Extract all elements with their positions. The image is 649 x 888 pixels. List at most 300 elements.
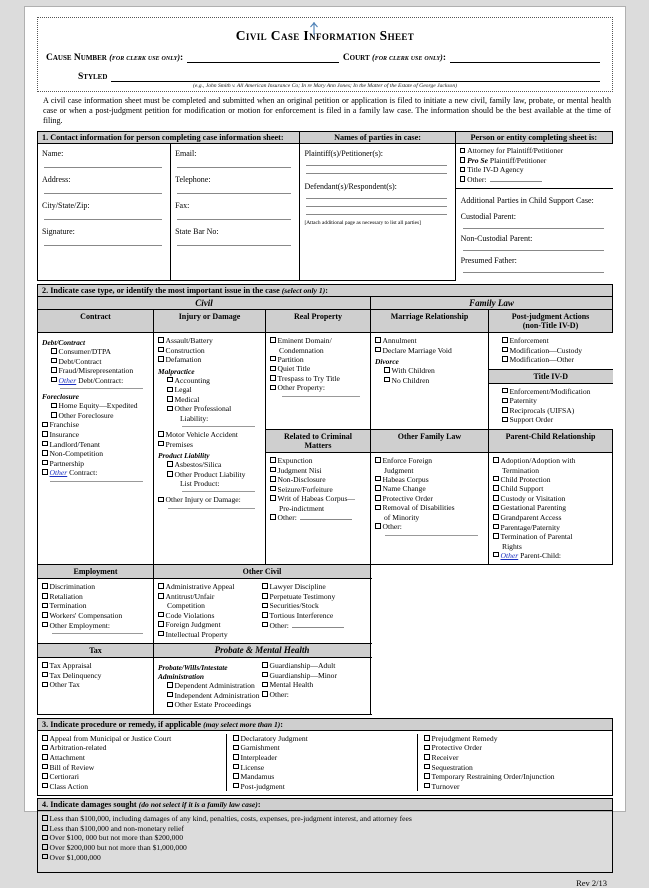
checkbox-trespass-to-try-title[interactable]: Trespass to Try Title	[270, 374, 366, 384]
checkbox-damages-200k-1m[interactable]: Over $200,000 but not more than $1,000,000	[42, 843, 608, 853]
checkbox-icon[interactable]	[233, 773, 239, 779]
column-header-probate: Probate & Mental Health	[154, 644, 371, 658]
checkbox-icon[interactable]	[270, 375, 276, 381]
checkbox-icon[interactable]	[270, 356, 276, 362]
non-custodial-parent-input[interactable]	[463, 250, 604, 251]
checkbox-icon[interactable]	[233, 764, 239, 770]
checkbox-workers-compensation[interactable]: Workers' Compensation	[42, 611, 149, 621]
real-property-column	[266, 333, 371, 430]
checkbox-icon[interactable]	[233, 735, 239, 741]
checkbox-class-action[interactable]: Class Action	[42, 782, 222, 792]
entity-heading: Person or entity completing sheet is:	[455, 132, 612, 144]
checkbox-icon[interactable]	[270, 366, 276, 372]
section1-table	[37, 131, 613, 281]
checkbox-icon[interactable]	[424, 754, 430, 760]
checkbox-intellectual-property[interactable]: Intellectual Property	[158, 630, 262, 640]
contact-left-column	[38, 144, 171, 281]
checkbox-icon[interactable]	[460, 167, 466, 173]
checkbox-dependent-administration[interactable]: Dependent Administration	[158, 681, 262, 691]
checkbox-icon[interactable]	[51, 367, 57, 373]
checkbox-icon[interactable]	[424, 783, 430, 789]
checkbox-other-tax[interactable]: Other Tax	[42, 680, 149, 690]
styled-input[interactable]	[111, 72, 600, 82]
checkbox-premises[interactable]: Premises	[158, 440, 261, 450]
checkbox-icon[interactable]	[424, 735, 430, 741]
checkbox-icon[interactable]	[158, 621, 164, 627]
checkbox-temporary-restraining-order[interactable]: Temporary Restraining Order/Injunction	[424, 772, 604, 782]
checkbox-franchise[interactable]: Franchise	[42, 420, 149, 430]
checkbox-icon[interactable]	[42, 603, 48, 609]
checkbox-icon[interactable]	[42, 612, 48, 618]
checkbox-icon[interactable]	[167, 682, 173, 688]
checkbox-damages-less-100k-incl[interactable]: Less than $100,000, including damages of any kind, penalties, costs, expenses, pre-judgment interest, and attorney fees	[42, 814, 608, 824]
checkbox-icon[interactable]	[262, 603, 268, 609]
checkbox-title-iv-d-agency[interactable]: Title IV-D Agency	[460, 165, 609, 175]
checkbox-attorney-for-plaintiff[interactable]: Attorney for Plaintiff/Petitioner	[460, 146, 609, 156]
criminal-other-input[interactable]	[300, 513, 352, 520]
checkbox-icon[interactable]	[158, 583, 164, 589]
injury-column	[154, 333, 266, 565]
checkbox-icon[interactable]	[42, 460, 48, 466]
checkbox-non-competition[interactable]: Non-Competition	[42, 449, 149, 459]
styled-example: (e.g., John Smith v. All American Insurance Co; In re Mary Ann Jones; In the Matter of the Estate of George Jackson)	[192, 83, 458, 89]
checkbox-construction[interactable]: Construction	[158, 346, 261, 356]
checkbox-certiorari[interactable]: Certiorari	[42, 772, 222, 782]
checkbox-securities-stock[interactable]: Securities/Stock	[262, 601, 366, 611]
section3-col2	[226, 734, 417, 791]
checkbox-icon[interactable]	[270, 495, 276, 501]
checkbox-icon[interactable]	[424, 745, 430, 751]
checkbox-pro-se-plaintiff[interactable]: Pro Se Plaintiff/Petitioner	[460, 156, 609, 166]
probate-col1	[158, 661, 262, 710]
checkbox-icon[interactable]	[42, 754, 48, 760]
checkbox-defamation[interactable]: Defamation	[158, 355, 261, 365]
custodial-parent-input[interactable]	[463, 228, 604, 229]
checkbox-icon[interactable]	[167, 461, 173, 467]
checkbox-icon[interactable]	[158, 337, 164, 343]
checkbox-legal[interactable]: Legal	[158, 385, 261, 395]
checkbox-icon[interactable]	[493, 485, 499, 491]
checkbox-license[interactable]: License	[233, 763, 413, 773]
checkbox-criminal-other[interactable]: Other:	[270, 513, 366, 523]
checkbox-icon[interactable]	[42, 825, 48, 831]
tax-column	[38, 658, 154, 715]
checkbox-annulment[interactable]: Annulment	[375, 336, 484, 346]
checkbox-damages-100k-200k[interactable]: Over $100, 000 but not more than $200,000	[42, 833, 608, 843]
checkbox-interpleader[interactable]: Interpleader	[233, 753, 413, 763]
checkbox-child-protection[interactable]: Child Protection	[493, 475, 608, 485]
checkbox-icon[interactable]	[270, 385, 276, 391]
checkbox-perpetuate-testimony[interactable]: Perpetuate Testimony	[262, 592, 366, 602]
group-label-foreclosure: Foreclosure	[42, 392, 79, 402]
checkbox-icon[interactable]	[42, 450, 48, 456]
checkbox-icon[interactable]	[42, 735, 48, 741]
checkbox-icon[interactable]	[493, 514, 499, 520]
checkbox-consumer-dtpa[interactable]: Consumer/DTPA	[42, 347, 149, 357]
checkbox-icon[interactable]	[158, 441, 164, 447]
checkbox-ivd-reciprocals[interactable]: Reciprocals (UIFSA)	[493, 406, 609, 416]
other-civil-column	[154, 579, 371, 644]
checkbox-icon[interactable]	[42, 431, 48, 437]
checkbox-tortious-interference[interactable]: Tortious Interference	[262, 611, 366, 621]
checkbox-code-violations[interactable]: Code Violations	[158, 611, 262, 621]
checkbox-icon[interactable]	[42, 764, 48, 770]
probate-column	[154, 658, 371, 715]
checkbox-removal-of-disabilities[interactable]: Removal of Disabilities	[375, 503, 484, 513]
cause-number-label: Cause Number (for clerk use only):	[46, 53, 184, 63]
checkbox-lawyer-discipline[interactable]: Lawyer Discipline	[262, 582, 366, 592]
city-state-zip-input[interactable]	[44, 219, 162, 220]
checkbox-icon[interactable]	[42, 583, 48, 589]
checkbox-custody-or-visitation[interactable]: Custody or Visitation	[493, 494, 608, 504]
checkbox-guardianship-minor[interactable]: Guardianship—Minor	[262, 671, 366, 681]
checkbox-icon[interactable]	[158, 612, 164, 618]
checkbox-icon[interactable]	[262, 622, 268, 628]
custodial-parent-label: Custodial Parent:	[460, 211, 516, 221]
plaintiff-input-2[interactable]	[306, 173, 446, 174]
checkbox-icon[interactable]	[502, 407, 508, 413]
checkbox-administrative-appeal[interactable]: Administrative Appeal	[158, 582, 262, 592]
checkbox-icon[interactable]	[158, 431, 164, 437]
checkbox-icon[interactable]	[262, 672, 268, 678]
checkbox-icon[interactable]	[460, 157, 466, 163]
caret-cursor-icon	[309, 22, 319, 36]
checkbox-icon[interactable]	[167, 471, 173, 477]
post-judgment-column	[489, 333, 613, 430]
presumed-father-input[interactable]	[463, 272, 604, 273]
fax-label: Fax:	[175, 201, 190, 211]
checkbox-icon[interactable]	[493, 533, 499, 539]
checkbox-protective-order-family[interactable]: Protective Order	[375, 494, 484, 504]
checkbox-damages-over-1m[interactable]: Over $1,000,000	[42, 853, 608, 863]
checkbox-attachment[interactable]: Attachment	[42, 753, 222, 763]
checkbox-icon[interactable]	[270, 476, 276, 482]
checkbox-ivd-support-order[interactable]: Support Order	[493, 415, 609, 425]
checkbox-icon[interactable]	[493, 552, 499, 558]
checkbox-post-judgment[interactable]: Post-judgment	[233, 782, 413, 792]
checkbox-icon[interactable]	[42, 745, 48, 751]
checkbox-icon[interactable]	[502, 337, 508, 343]
writ-cont: Pre-indictment	[279, 503, 325, 513]
checkbox-other-foreclosure[interactable]: Other Foreclosure	[42, 411, 149, 421]
checkbox-entity-other[interactable]: Other:	[460, 175, 609, 185]
checkbox-assault-battery[interactable]: Assault/Battery	[158, 336, 261, 346]
checkbox-icon[interactable]	[233, 745, 239, 751]
city-state-zip-label: City/State/Zip:	[42, 201, 90, 211]
checkbox-home-equity-expedited[interactable]: Home Equity—Expedited	[42, 401, 149, 411]
checkbox-icon[interactable]	[375, 523, 381, 529]
checkbox-landlord-tenant[interactable]: Landlord/Tenant	[42, 440, 149, 450]
checkbox-turnover[interactable]: Turnover	[424, 782, 604, 792]
checkbox-icon[interactable]	[158, 347, 164, 353]
link-other-debt-contract[interactable]: Other	[58, 375, 77, 385]
checkbox-icon[interactable]	[233, 783, 239, 789]
checkbox-appeal-municipal-justice-court[interactable]: Appeal from Municipal or Justice Court	[42, 734, 222, 744]
checkbox-other-parent-child[interactable]: Other Parent-Child:	[493, 551, 608, 561]
checkbox-icon[interactable]	[167, 692, 173, 698]
checkbox-icon[interactable]	[460, 176, 466, 182]
checkbox-writ-of-habeas-corpus[interactable]: Writ of Habeas Corpus—	[270, 494, 366, 504]
checkbox-icon[interactable]	[233, 754, 239, 760]
checkbox-arbitration-related[interactable]: Arbitration-related	[42, 743, 222, 753]
checkbox-icon[interactable]	[424, 764, 430, 770]
checkbox-insurance[interactable]: Insurance	[42, 430, 149, 440]
checkbox-garnishment[interactable]: Garnishment	[233, 743, 413, 753]
checkbox-eminent-domain[interactable]: Eminent Domain/	[270, 336, 366, 346]
checkbox-other-debt-contract[interactable]: Other Debt/Contract:	[42, 376, 149, 386]
checkbox-icon[interactable]	[375, 495, 381, 501]
checkbox-damages-less-100k-nonmonetary[interactable]: Less than $100,000 and non-monetary relief	[42, 824, 608, 834]
checkbox-other-product-liability[interactable]: Other Product Liability	[158, 470, 261, 480]
checkbox-antitrust-unfair-competition[interactable]: Antitrust/Unfair	[158, 592, 262, 602]
checkbox-with-children[interactable]: With Children	[375, 366, 484, 376]
other-injury-input[interactable]	[168, 508, 255, 509]
checkbox-protective-order-remedy[interactable]: Protective Order	[424, 743, 604, 753]
defendant-input-2[interactable]	[306, 206, 446, 207]
other-family-law-input[interactable]	[385, 535, 478, 536]
checkbox-icon[interactable]	[51, 358, 57, 364]
checkbox-probate-other[interactable]: Other:	[262, 690, 366, 700]
checkbox-judgment-nisi[interactable]: Judgment Nisi	[270, 466, 366, 476]
checkbox-foreign-judgment[interactable]: Foreign Judgment	[158, 620, 262, 630]
checkbox-tax-delinquency[interactable]: Tax Delinquency	[42, 671, 149, 681]
other-employment-input[interactable]	[52, 633, 143, 634]
checkbox-icon[interactable]	[42, 622, 48, 628]
checkbox-icon[interactable]	[262, 612, 268, 618]
checkbox-icon[interactable]	[167, 396, 173, 402]
checkbox-other-employment[interactable]: Other Employment:	[42, 621, 149, 631]
checkbox-guardianship-adult[interactable]: Guardianship—Adult	[262, 661, 366, 671]
checkbox-icon[interactable]	[158, 631, 164, 637]
link-other-contract[interactable]: Other	[49, 468, 68, 478]
checkbox-icon[interactable]	[51, 348, 57, 354]
checkbox-retaliation[interactable]: Retaliation	[42, 592, 149, 602]
checkbox-icon[interactable]	[42, 682, 48, 688]
checkbox-no-children[interactable]: No Children	[375, 376, 484, 386]
checkbox-icon[interactable]	[493, 495, 499, 501]
checkbox-parentage-paternity[interactable]: Parentage/Paternity	[493, 523, 608, 533]
checkbox-icon[interactable]	[262, 682, 268, 688]
checkbox-icon[interactable]	[375, 485, 381, 491]
checkbox-icon[interactable]	[42, 422, 48, 428]
family-law-band: Family Law	[371, 297, 613, 310]
checkbox-other-civil-other[interactable]: Other:	[262, 621, 366, 631]
checkbox-icon[interactable]	[375, 505, 381, 511]
removal-of-disabilities-cont: of Minority	[384, 512, 420, 522]
presumed-father-label: Presumed Father:	[460, 255, 517, 265]
header-block	[37, 17, 613, 92]
checkbox-non-disclosure[interactable]: Non-Disclosure	[270, 475, 366, 485]
checkbox-receiver[interactable]: Receiver	[424, 753, 604, 763]
checkbox-other-property[interactable]: Other Property:	[270, 383, 366, 393]
court-input[interactable]	[450, 53, 600, 63]
plaintiff-input-1[interactable]	[306, 165, 446, 166]
checkbox-icon[interactable]	[493, 505, 499, 511]
parties-column	[300, 144, 455, 281]
section3-col1	[42, 734, 226, 791]
checkbox-icon[interactable]	[51, 377, 57, 383]
checkbox-habeas-corpus[interactable]: Habeas Corpus	[375, 475, 484, 485]
telephone-input[interactable]	[177, 193, 291, 194]
checkbox-icon[interactable]	[51, 412, 57, 418]
state-bar-input[interactable]	[177, 245, 291, 246]
checkbox-icon[interactable]	[42, 835, 48, 841]
checkbox-icon[interactable]	[262, 583, 268, 589]
title-iv-d-items	[489, 384, 613, 429]
checkbox-icon[interactable]	[158, 497, 164, 503]
checkbox-icon[interactable]	[493, 457, 499, 463]
checkbox-debt-contract[interactable]: Debt/Contract	[42, 357, 149, 367]
checkbox-seizure-forfeiture[interactable]: Seizure/Forfeiture	[270, 485, 366, 495]
checkbox-icon[interactable]	[502, 347, 508, 353]
checkbox-other-injury-or-damage[interactable]: Other Injury or Damage:	[158, 495, 261, 505]
signature-input[interactable]	[44, 245, 162, 246]
checkbox-icon[interactable]	[460, 148, 466, 154]
checkbox-independent-administration[interactable]: Independent Administration	[158, 691, 262, 701]
checkbox-expunction[interactable]: Expunction	[270, 456, 366, 466]
checkbox-icon[interactable]	[262, 691, 268, 697]
name-input[interactable]	[44, 167, 162, 168]
link-other-parent-child[interactable]: Other	[500, 550, 519, 560]
checkbox-other-contract[interactable]: Other Contract:	[42, 468, 149, 478]
marriage-column	[371, 333, 489, 430]
checkbox-pj-enforcement[interactable]: Enforcement	[493, 336, 609, 346]
checkbox-partnership[interactable]: Partnership	[42, 459, 149, 469]
checkbox-icon[interactable]	[42, 773, 48, 779]
checkbox-declare-marriage-void[interactable]: Declare Marriage Void	[375, 346, 484, 356]
entity-other-input[interactable]	[490, 175, 542, 182]
checkbox-other-family-law[interactable]: Other:	[375, 522, 484, 532]
column-header-employment: Employment	[38, 565, 154, 579]
checkbox-icon[interactable]	[270, 486, 276, 492]
checkbox-ivd-enforcement-modification[interactable]: Enforcement/Modification	[493, 387, 609, 397]
other-debt-contract-input[interactable]	[60, 388, 143, 389]
checkbox-icon[interactable]	[42, 469, 48, 475]
checkbox-icon[interactable]	[167, 406, 173, 412]
checkbox-icon[interactable]	[384, 377, 390, 383]
fax-input[interactable]	[177, 219, 291, 220]
checkbox-mental-health[interactable]: Mental Health	[262, 680, 366, 690]
checkbox-icon[interactable]	[167, 387, 173, 393]
checkbox-icon[interactable]	[42, 815, 48, 821]
checkbox-icon[interactable]	[375, 457, 381, 463]
defendant-input-1[interactable]	[306, 198, 446, 199]
checkbox-icon[interactable]	[167, 377, 173, 383]
checkbox-icon[interactable]	[384, 367, 390, 373]
checkbox-medical[interactable]: Medical	[158, 395, 261, 405]
checkbox-icon[interactable]	[493, 476, 499, 482]
checkbox-icon[interactable]	[502, 388, 508, 394]
checkbox-icon[interactable]	[42, 593, 48, 599]
checkbox-fraud-misrepresentation[interactable]: Fraud/Misrepresentation	[42, 366, 149, 376]
checkbox-icon[interactable]	[158, 593, 164, 599]
list-product-input[interactable]	[182, 491, 255, 492]
checkbox-grandparent-access[interactable]: Grandparent Access	[493, 513, 608, 523]
other-professional-liability-input[interactable]	[182, 426, 255, 427]
checkbox-icon[interactable]	[51, 403, 57, 409]
checkbox-asbestos-silica[interactable]: Asbestos/Silica	[158, 460, 261, 470]
entity-column	[455, 144, 612, 281]
checkbox-icon[interactable]	[42, 783, 48, 789]
parties-heading: Names of parties in case:	[300, 132, 455, 144]
other-property-input[interactable]	[282, 396, 360, 397]
checkbox-icon[interactable]	[375, 476, 381, 482]
checkbox-icon[interactable]	[493, 524, 499, 530]
signature-label: Signature:	[42, 227, 75, 237]
page-title-text: Civil Case Information Sheet	[235, 28, 415, 43]
checkbox-icon[interactable]	[42, 662, 48, 668]
checkbox-termination-of-parental-rights[interactable]: Termination of Parental	[493, 532, 608, 542]
checkbox-pj-modification-other[interactable]: Modification—Other	[493, 355, 609, 365]
section4-table	[37, 798, 613, 873]
section2-heading: 2. Indicate case type, or identify the most important issue in the case (select only 1):	[38, 285, 613, 297]
plaintiff-label: Plaintiff(s)/Petitioner(s):	[304, 149, 383, 159]
checkbox-icon[interactable]	[42, 672, 48, 678]
checkbox-icon[interactable]	[270, 514, 276, 520]
checkbox-tax-appraisal[interactable]: Tax Appraisal	[42, 661, 149, 671]
cause-number-input[interactable]	[187, 53, 339, 63]
checkbox-icon[interactable]	[502, 398, 508, 404]
checkbox-enforce-foreign-judgment[interactable]: Enforce Foreign	[375, 456, 484, 466]
checkbox-bill-of-review[interactable]: Bill of Review	[42, 763, 222, 773]
checkbox-other-estate-proceedings[interactable]: Other Estate Proceedings	[158, 700, 262, 710]
other-civil-other-input[interactable]	[292, 621, 344, 628]
checkbox-prejudgment-remedy[interactable]: Prejudgment Remedy	[424, 734, 604, 744]
checkbox-ivd-paternity[interactable]: Paternity	[493, 396, 609, 406]
checkbox-gestational-parenting[interactable]: Gestational Parenting	[493, 503, 608, 513]
checkbox-discrimination[interactable]: Discrimination	[42, 582, 149, 592]
column-header-other-family-law: Other Family Law	[371, 430, 489, 453]
checkbox-name-change[interactable]: Name Change	[375, 484, 484, 494]
checkbox-icon[interactable]	[42, 854, 48, 860]
checkbox-other-professional-liability[interactable]: Other Professional	[158, 404, 261, 414]
section3-table	[37, 718, 613, 796]
checkbox-icon[interactable]	[262, 662, 268, 668]
checkbox-icon[interactable]	[424, 773, 430, 779]
antitrust-cont: Competition	[167, 601, 205, 611]
checkbox-icon[interactable]	[158, 356, 164, 362]
defendant-input-3[interactable]	[306, 214, 446, 215]
checkbox-adoption[interactable]: Adoption/Adoption with	[493, 456, 608, 466]
checkbox-icon[interactable]	[262, 593, 268, 599]
checkbox-partition[interactable]: Partition	[270, 355, 366, 365]
eminent-domain-cont: Condemnation	[279, 345, 324, 355]
checkbox-quiet-title[interactable]: Quiet Title	[270, 364, 366, 374]
checkbox-icon[interactable]	[270, 467, 276, 473]
checkbox-icon[interactable]	[42, 441, 48, 447]
checkbox-icon[interactable]	[375, 337, 381, 343]
checkbox-icon[interactable]	[42, 844, 48, 850]
checkbox-icon[interactable]	[167, 702, 173, 708]
pro-se-text: Pro Se	[467, 155, 489, 165]
checkbox-icon[interactable]	[375, 347, 381, 353]
checkbox-motor-vehicle-accident[interactable]: Motor Vehicle Accident	[158, 430, 261, 440]
other-contract-input[interactable]	[50, 481, 143, 482]
checkbox-child-support[interactable]: Child Support	[493, 484, 608, 494]
checkbox-icon[interactable]	[502, 356, 508, 362]
checkbox-icon[interactable]	[270, 457, 276, 463]
checkbox-accounting[interactable]: Accounting	[158, 376, 261, 386]
address-input[interactable]	[44, 193, 162, 194]
checkbox-declaratory-judgment[interactable]: Declaratory Judgment	[233, 734, 413, 744]
checkbox-employment-termination[interactable]: Termination	[42, 601, 149, 611]
checkbox-pj-modification-custody[interactable]: Modification—Custody	[493, 346, 609, 356]
checkbox-icon[interactable]	[270, 337, 276, 343]
checkbox-mandamus[interactable]: Mandamus	[233, 772, 413, 782]
email-input[interactable]	[177, 167, 291, 168]
checkbox-icon[interactable]	[502, 417, 508, 423]
checkbox-sequestration[interactable]: Sequestration	[424, 763, 604, 773]
